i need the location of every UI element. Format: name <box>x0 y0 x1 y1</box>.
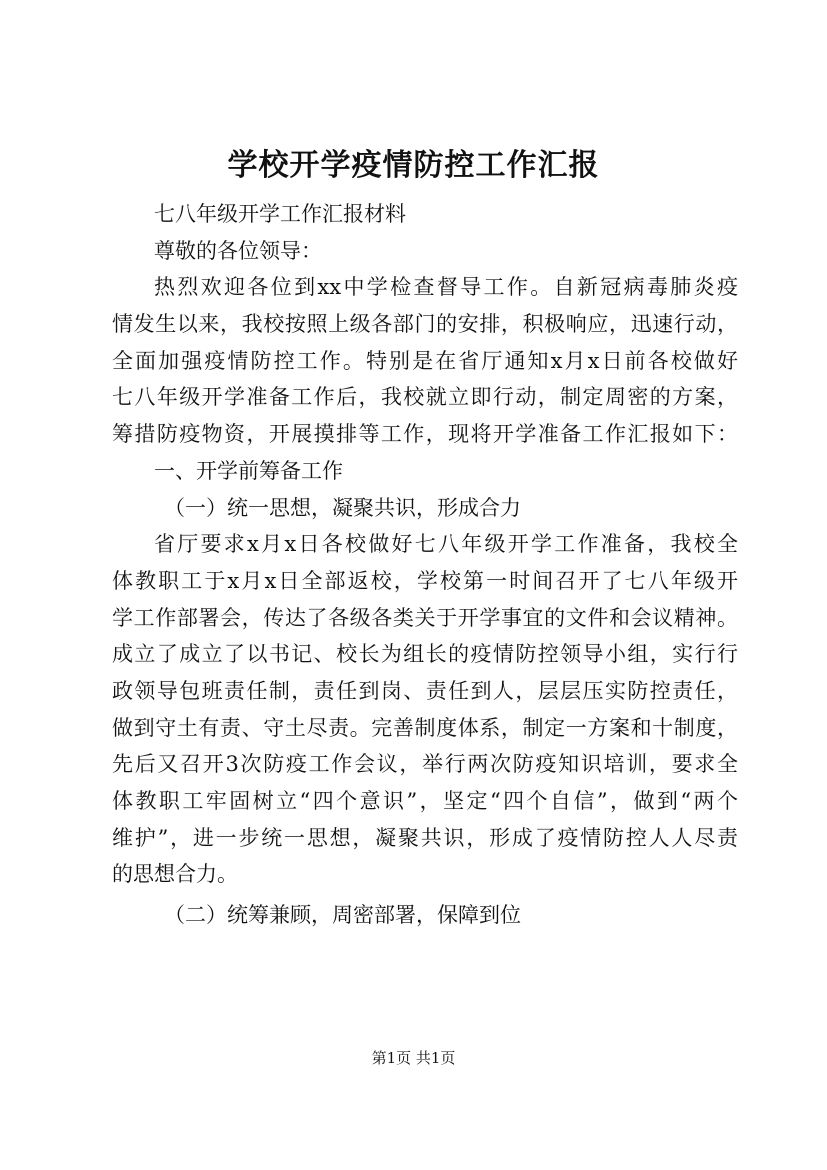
salutation-line: 尊敬的各位领导： <box>154 238 322 263</box>
paragraph-line: 全面加强疫情防控工作。特别是在省厅通知x月x日前各校做好 <box>112 348 738 373</box>
paragraph-line: 七八年级开学准备工作后，我校就立即行动，制定周密的方案， <box>112 385 738 410</box>
paragraph-line: 的思想合力。 <box>112 862 238 887</box>
subsection-heading: （一）统一思想，凝聚共识，形成合力 <box>164 495 521 520</box>
paragraph-line: 情发生以来，我校按照上级各部门的安排，积极响应，迅速行动， <box>112 312 738 337</box>
document-body <box>112 196 738 934</box>
paragraph-line: 体教职工于x月x日全部返校，学校第一时间召开了七八年级开 <box>112 568 738 593</box>
paragraph-line: 学工作部署会，传达了各级各类关于开学事宜的文件和会议精神。 <box>112 605 738 630</box>
paragraph-line: 维护”，进一步统一思想，凝聚共识，形成了疫情防控人人尽责 <box>112 825 738 850</box>
paragraph-line: 做到守土有责、守土尽责。完善制度体系，制定一方案和十制度， <box>112 715 738 740</box>
paragraph-line: 筹措防疫物资，开展摸排等工作，现将开学准备工作汇报如下： <box>112 422 738 447</box>
document-title: 学校开学疫情防控工作汇报 <box>227 148 600 183</box>
subsection-heading: （二）统筹兼顾，周密部署，保障到位 <box>164 903 521 928</box>
subtitle-line: 七八年级开学工作汇报材料 <box>154 202 406 226</box>
paragraph-line: 体教职工牢固树立“四个意识”，坚定“四个自信”，做到“两个 <box>112 789 738 813</box>
paragraph-line: 省厅要求x月x日各校做好七八年级开学工作准备，我校全 <box>154 532 738 557</box>
page-number: 第1页 共1页 <box>371 1049 456 1067</box>
paragraph-line: 先后又召开3次防疫工作会议，举行两次防疫知识培训，要求全 <box>112 752 738 777</box>
paragraph-line: 政领导包班责任制，责任到岗、责任到人，层层压实防控责任， <box>112 678 738 703</box>
paragraph-line: 成立了成立了以书记、校长为组长的疫情防控领导小组，实行行 <box>112 642 738 667</box>
section-heading: 一、开学前筹备工作 <box>154 458 343 483</box>
paragraph-line: 热烈欢迎各位到xx中学检查督导工作。自新冠病毒肺炎疫 <box>154 275 738 300</box>
